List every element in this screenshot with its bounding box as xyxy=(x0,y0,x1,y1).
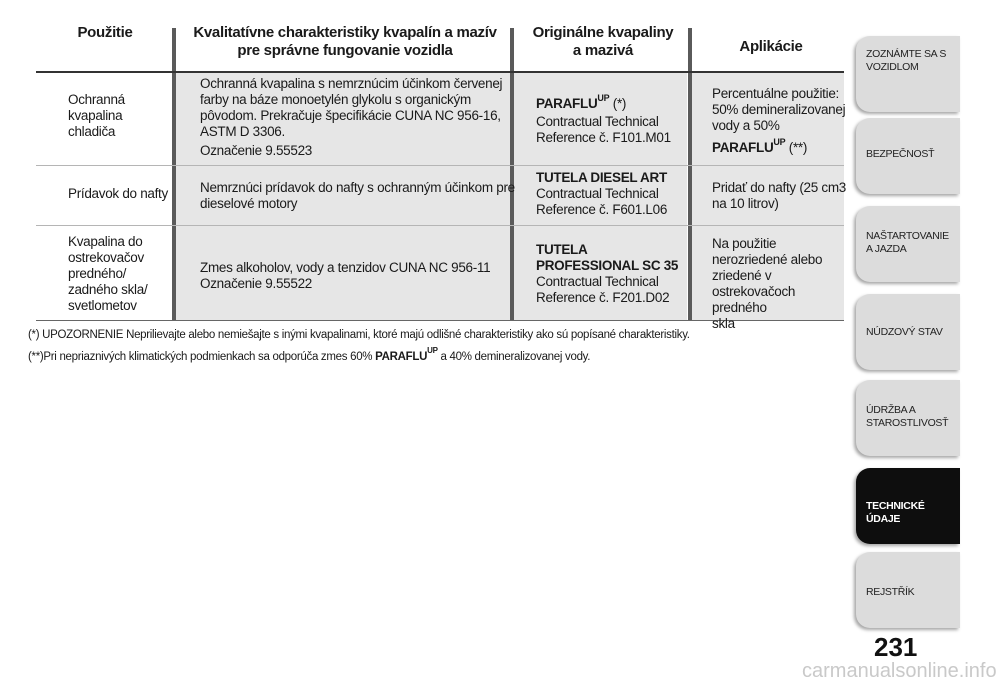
header-use-label: Použitie xyxy=(77,24,133,41)
header-use xyxy=(40,24,170,70)
table-row-3-application: Na použitie nerozriedené alebo zriedené v ostrekovačoch predného skla xyxy=(712,236,823,331)
header-application-label: Aplikácie xyxy=(739,38,803,55)
table-row-2-application: Pridať do nafty (25 cm3 na 10 litrov) xyxy=(712,180,846,211)
table-row-1-spec: Ochranná kvapalina s nemrznúcim účinkom červenej farby na báze monoetylén glykolu s organickým pôvodom. Prekračuje špecifikácie CUNA NC 956-16, ASTM D 3306. Označenie 9.55523 xyxy=(200,76,503,158)
tab-nudzovy-stav[interactable]: NÚDZOVÝ STAV xyxy=(856,294,960,370)
row-divider xyxy=(36,225,844,226)
table-row-3-spec: Zmes alkoholov, vody a tenzidov CUNA NC 956-11 Označenie 9.55522 xyxy=(200,260,491,291)
tab-rejstrik[interactable]: REJSTŘÍK xyxy=(856,552,960,628)
tab-bezpecnost[interactable]: BEZPEČNOSŤ xyxy=(856,118,960,194)
tab-technicke-udaje[interactable]: TECHNICKÉ ÚDAJE xyxy=(856,468,960,544)
footnote-warning: (*) UPOZORNENIE Neprilievajte alebo nemiešajte s inými kvapalinami, ktoré majú odlišné charakteristiky ako sú popísané charakteristiky. xyxy=(28,329,690,341)
row-divider xyxy=(36,165,844,166)
table-row-1-use: Ochranná kvapalina chladiča xyxy=(68,92,125,139)
table-row-1-application: Percentuálne použitie: 50% demineralizovanej vody a 50% $PARAFLU^{UP}$ (**) xyxy=(712,86,846,155)
footnote-climate: (**)Pri nepriaznivých klimatických podmienkach sa odporúča zmes 60% $PARAFLU^{UP}$ a 40% demineralizovanej vody. xyxy=(28,346,591,363)
table-row-2-spec: Nemrznúci prídavok do nafty s ochranným účinkom pre dieselové motory xyxy=(200,180,515,211)
table-row-1-product: $PARAFLU^{UP}$ (*) Contractual Technical Reference č. F101.M01 xyxy=(536,93,671,145)
table-row-3-product: TUTELA PROFESSIONAL SC 35 Contractual Technical Reference č. F201.D02 xyxy=(536,242,679,305)
header-products-line2: a mazivá xyxy=(572,42,634,59)
header-spec-line2: pre správne fungovanie vozidla xyxy=(237,42,453,59)
page-number: 231 xyxy=(874,632,918,662)
table-row-2-product: TUTELA DIESEL ART Contractual Technical Reference č. F601.L06 xyxy=(536,170,668,217)
header-spec xyxy=(180,24,510,70)
table-row-3-use: Kvapalina do ostrekovačov predného/ zadného skla/ svetlometov xyxy=(68,234,148,313)
table-row-2-use: Prídavok do nafty xyxy=(68,186,168,201)
tab-zoznamte-sa-s-vozidlom[interactable]: ZOZNÁMTE SA S VOZIDLOM xyxy=(856,36,960,112)
header-products-line1: Originálne kvapaliny xyxy=(532,24,674,41)
header-spec-line1: Kvalitatívne charakteristiky kvapalín a mazív xyxy=(193,24,497,41)
tab-udrzba-a-starostlivost[interactable]: ÚDRŽBA A STAROSTLIVOSŤ xyxy=(856,380,960,456)
header-rule xyxy=(36,71,844,73)
watermark: carmanualsonline.info xyxy=(802,660,997,682)
tab-nastartovanie-a-jazda[interactable]: NAŠTARTOVANIE A JAZDA xyxy=(856,206,960,282)
header-products xyxy=(518,24,688,70)
